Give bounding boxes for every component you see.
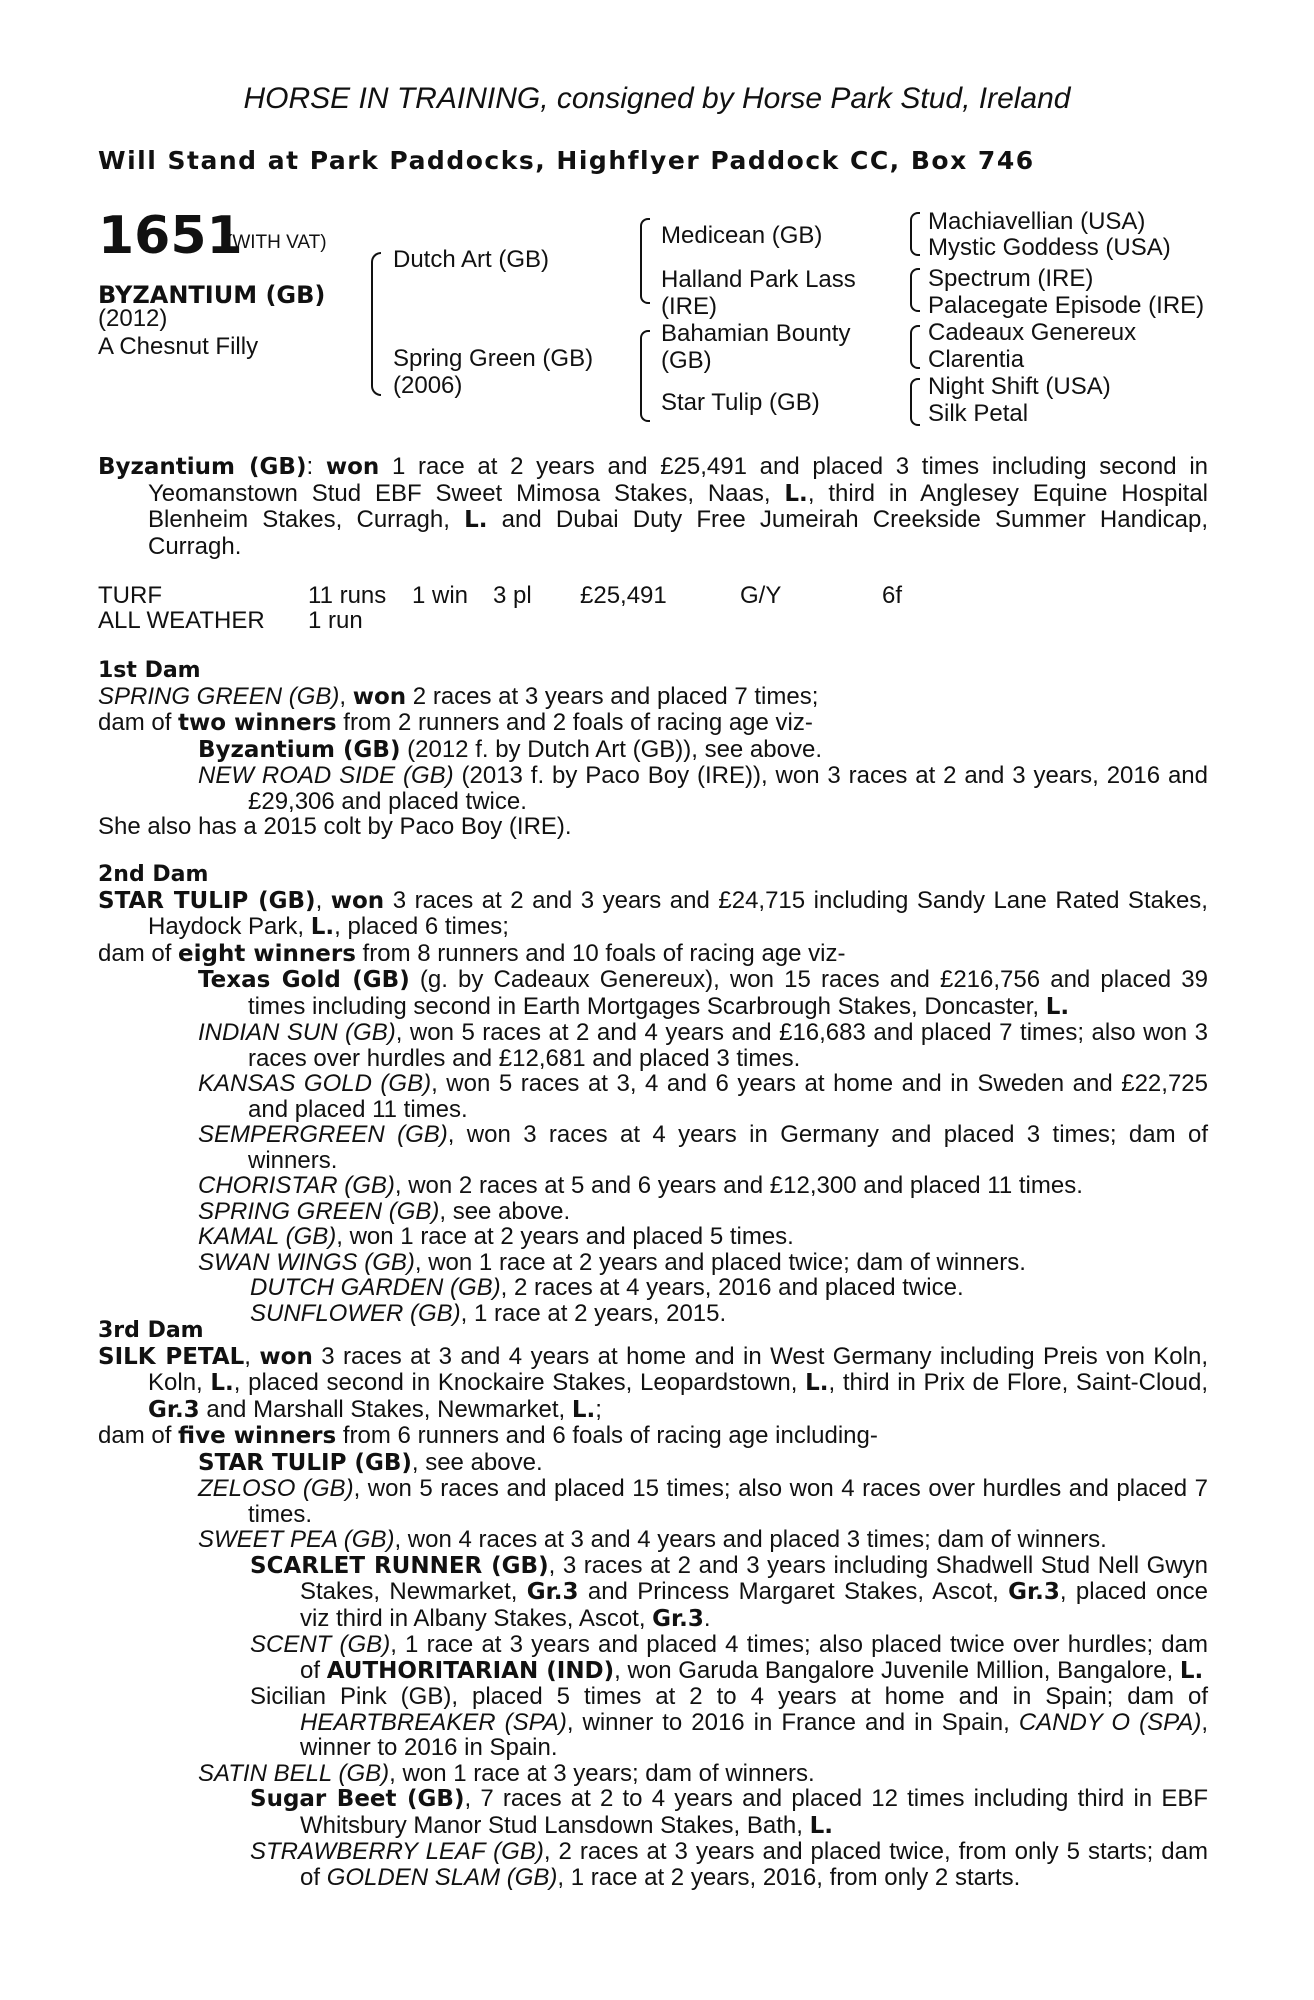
turf-going: G/Y: [740, 582, 782, 609]
pedigree-sds: Spectrum (IRE): [928, 265, 1094, 292]
second-dam-produce: SWAN WINGS (GB), won 1 race at 2 years and placed twice; dam of winners.: [198, 1248, 1026, 1276]
g3-brace-3: [910, 325, 920, 369]
g3-brace-1: [910, 212, 920, 256]
third-dam-produce: ZELOSO (GB), won 5 races and placed 15 times; also won 4 races over hurdles and placed 7 times.: [198, 1475, 1208, 1528]
second-dam-heading: 2nd Dam: [98, 862, 209, 887]
third-dam-produce: SATIN BELL (GB), won 1 race at 3 years; dam of winners.: [198, 1759, 815, 1787]
pedigree-dam-year: (2006): [393, 372, 463, 399]
turf-distance: 6f: [882, 582, 903, 609]
second-dam-produce: Texas Gold (GB) (g. by Cadeaux Genereux), won 15 races and £216,756 and placed 39 times including second in Earth Mortgages Scarbrough Stakes, Doncaster, L.: [198, 966, 1208, 1020]
second-dam-produce: SEMPERGREEN (GB), won 3 races at 4 years in Germany and placed 3 times; dam of winners.: [198, 1121, 1208, 1174]
third-dam-grand-produce: Sugar Beet (GB), 7 races at 2 to 4 years and placed 12 times including third in EBF Whitsbury Manor Stud Lansdown Stakes, Bath, L.: [250, 1785, 1209, 1839]
horse-description: A Chesnut Filly: [98, 333, 259, 360]
second-dam-produce: CHORISTAR (GB), won 2 races at 5 and 6 years and £12,300 and placed 11 times.: [198, 1172, 1083, 1199]
horse-year: (2012): [98, 305, 168, 332]
horse-name: BYZANTIUM (GB): [98, 281, 326, 309]
third-dam-produce: STAR TULIP (GB), see above.: [198, 1448, 543, 1476]
pedigree-sire-sire: Medicean (GB): [661, 222, 823, 249]
first-dam-produce-1: Byzantium (GB) (2012 f. by Dutch Art (GB)), see above.: [198, 735, 822, 763]
sire-parents-brace: [640, 218, 650, 304]
sire-line-brace: [371, 252, 381, 396]
turf-runs: 11 runs: [308, 582, 387, 609]
page-header: HORSE IN TRAINING, consigned by Horse Park Stud, Ireland: [243, 82, 1071, 115]
race-summary: Byzantium (GB): won 1 race at 2 years and £25,491 and placed 3 times including second in Yeomanstown Stud EBF Sweet Mimosa Stakes, Naas, L., third in Anglesey Equine Hospital Blenheim Stakes, Curragh, L. and Dubai Duty Free Jumeirah Creekside Summer Handicap, Curragh.: [98, 453, 1208, 560]
pedigree-dsd: Clarentia: [928, 346, 1025, 373]
turf-places: 3 pl: [493, 582, 532, 609]
second-dam-produce: KAMAL (GB), won 1 race at 2 years and placed 5 times.: [198, 1223, 794, 1250]
third-dam-grand-produce: SCENT (GB), 1 race at 3 years and placed 4 times; also placed twice over hurdles; dam of AUTHORITARIAN (IND), won Garuda Bangalore Juvenile Million, Bangalore, L.: [250, 1631, 1208, 1684]
first-dam-section: 1st Dam SPRING GREEN (GB), won 2 races at 3 years and placed 7 times; dam of two winners from 2 runners and 2 foals of racing age viz- Byzantium (GB) (2012 f. by Dutch Art (GB)), see above. NEW ROAD SIDE (GB) (2013 f. by Paco Boy (IRE)), won 3 races at 2 and 3 years, 2016 and £29,306 and placed twice. She also has a 2015 colt by Paco Boy (IRE).: [98, 658, 1209, 840]
third-dam-grand-produce: STRAWBERRY LEAF (GB), 2 races at 3 years and placed twice, from only 5 starts; dam of GOLDEN SLAM (GB), 1 race at 2 years, 2016, from only 2 starts.: [250, 1838, 1208, 1891]
pedigree-dam-dam: Star Tulip (GB): [661, 389, 820, 416]
second-dam-grand-produce: SUNFLOWER (GB), 1 race at 2 years, 2015.: [250, 1299, 727, 1327]
g3-brace-2: [910, 268, 920, 312]
second-dam-grand-produce: DUTCH GARDEN (GB), 2 races at 4 years, 2016 and placed twice.: [250, 1274, 964, 1301]
pedigree-dss: Cadeaux Genereux: [928, 319, 1137, 346]
pedigree-sire-dam-line2: (IRE): [661, 293, 717, 320]
pedigree-dds: Night Shift (USA): [928, 373, 1111, 400]
pedigree-sire-dam-line1: Halland Park Lass: [661, 266, 856, 293]
first-dam-heading: 1st Dam: [98, 658, 201, 683]
summary-horse-name: Byzantium (GB): [98, 454, 307, 480]
all-weather-runs: 1 run: [308, 607, 363, 634]
turf-label: TURF: [98, 582, 162, 609]
third-dam-section: 3rd Dam SILK PETAL, won 3 races at 3 and 4 years at home and in West Germany including Preis von Koln, Koln, L., placed second in Knockaire Stakes, Leopardstown, L., third in Prix de Flore, Saint-Cloud, Gr.3 and Marshall Stakes, Newmarket, L.; dam of five winners from 6 runners and 6 foals of racing age including- STAR TULIP (GB), see above. ZELOSO (GB), won 5 races and placed 15 times; also won 4 races over hurdles and placed 7 times. SWEET PEA (GB), won 4 races at 3 and 4 years and placed 3 times; dam of winners. SCARLET RUNNER (GB), 3 races at 2 and 3 years including Shadwell Stud Nell Gwyn Stakes, Newmarket, Gr.3 and Princess Margaret Stakes, Ascot, Gr.3, placed once viz third in Albany Stakes, Ascot, Gr.3. SCENT (GB), 1 race at 3 years and placed 4 times; also placed twice over hurdles; dam of AUTHORITARIAN (IND), won Garuda Bangalore Juvenile Million, Bangalore, L. Sicilian Pink (GB), placed 5 times at 2 to 4 years at home and in Spain; dam of HEARTBREAKER (SPA), winner to 2016 in France and in Spain, CANDY O (SPA), winner to 2016 in Spain. SATIN BELL (GB), won 1 race at 3 years; dam of winners. Sugar Beet (GB), 7 races at 2 to 4 years and placed 12 times including third in EBF Whitsbury Manor Stud Lansdown Stakes, Bath, L. STRAWBERRY LEAF (GB), 2 races at 3 years and placed twice, from only 5 starts; dam of GOLDEN SLAM (GB), 1 race at 2 years, 2016, from only 2 starts.: [98, 1318, 1209, 1891]
third-dam-heading: 3rd Dam: [98, 1318, 204, 1343]
all-weather-label: ALL WEATHER: [98, 607, 265, 634]
second-dam-produce: KANSAS GOLD (GB), won 5 races at 3, 4 and 6 years at home and in Sweden and £22,725 and placed 11 times.: [198, 1070, 1208, 1123]
pedigree-ssd: Mystic Goddess (USA): [928, 234, 1171, 261]
turf-prize-money: £25,491: [580, 582, 667, 609]
second-dam-produce: INDIAN SUN (GB), won 5 races at 2 and 4 years and £16,683 and placed 7 times; also won 3 races over hurdles and £12,681 and placed 3 times.: [198, 1019, 1208, 1072]
third-dam-grand-produce: SCARLET RUNNER (GB), 3 races at 2 and 3 years including Shadwell Stud Nell Gwyn Stakes, Newmarket, Gr.3 and Princess Margaret Stakes, Ascot, Gr.3, placed once viz third in Albany Stakes, Ascot, Gr.3.: [250, 1551, 1208, 1632]
third-dam-grand-produce: Sicilian Pink (GB), placed 5 times at 2 to 4 years at home and in Spain; dam of HEARTBREAKER (SPA), winner to 2016 in France and in Spain, CANDY O (SPA), winner to 2016 in Spain.: [250, 1683, 1208, 1761]
pedigree-dam-sire-line2: (GB): [661, 347, 712, 374]
first-dam-produce-2: NEW ROAD SIDE (GB) (2013 f. by Paco Boy (IRE)), won 3 races at 2 and 3 years, 2016 and £29,306 and placed twice.: [198, 762, 1209, 815]
pedigree-ddd: Silk Petal: [928, 400, 1029, 427]
pedigree-dam: Spring Green (GB): [393, 345, 594, 372]
pedigree-sdd: Palacegate Episode (IRE): [928, 292, 1205, 319]
g3-brace-4: [910, 378, 920, 426]
second-dam-produce: SPRING GREEN (GB), see above.: [198, 1197, 571, 1225]
vat-note: (WITH VAT): [226, 232, 327, 253]
turf-wins: 1 win: [412, 582, 469, 609]
pedigree-sire: Dutch Art (GB): [393, 246, 550, 273]
dam-parents-brace: [640, 330, 650, 422]
second-dam-section: 2nd Dam STAR TULIP (GB), won 3 races at 2 and 3 years and £24,715 including Sandy Lane Rated Stakes, Haydock Park, L., placed 6 times; dam of eight winners from 8 runners and 10 foals of racing age viz- Texas Gold (GB) (g. by Cadeaux Genereux), won 15 races and £216,756 and placed 39 times including second in Earth Mortgages Scarbrough Stakes, Doncaster, L. INDIAN SUN (GB), won 5 races at 2 and 4 years and £16,683 and placed 7 times; also won 3 races over hurdles and £12,681 and placed 3 times. KANSAS GOLD (GB), won 5 races at 3, 4 and 6 years at home and in Sweden and £22,725 and placed 11 times. SEMPERGREEN (GB), won 3 races at 4 years in Germany and placed 3 times; dam of winners. CHORISTAR (GB), won 2 races at 5 and 6 years and £12,300 and placed 11 times. SPRING GREEN (GB), see above. KAMAL (GB), won 1 race at 2 years and placed 5 times. SWAN WINGS (GB), won 1 race at 2 years and placed twice; dam of winners. DUTCH GARDEN (GB), 2 races at 4 years, 2016 and placed twice. SUNFLOWER (GB), 1 race at 2 years, 2015.: [98, 862, 1208, 1327]
third-dam-produce: SWEET PEA (GB), won 4 races at 3 and 4 years and placed 3 times; dam of winners.: [198, 1526, 1107, 1553]
lot-number: 1651: [98, 206, 243, 266]
pedigree-dam-sire-line1: Bahamian Bounty: [661, 320, 851, 347]
pedigree-sss: Machiavellian (USA): [928, 208, 1146, 235]
stand-location: Will Stand at Park Paddocks, Highflyer Paddock CC, Box 746: [98, 146, 1035, 175]
